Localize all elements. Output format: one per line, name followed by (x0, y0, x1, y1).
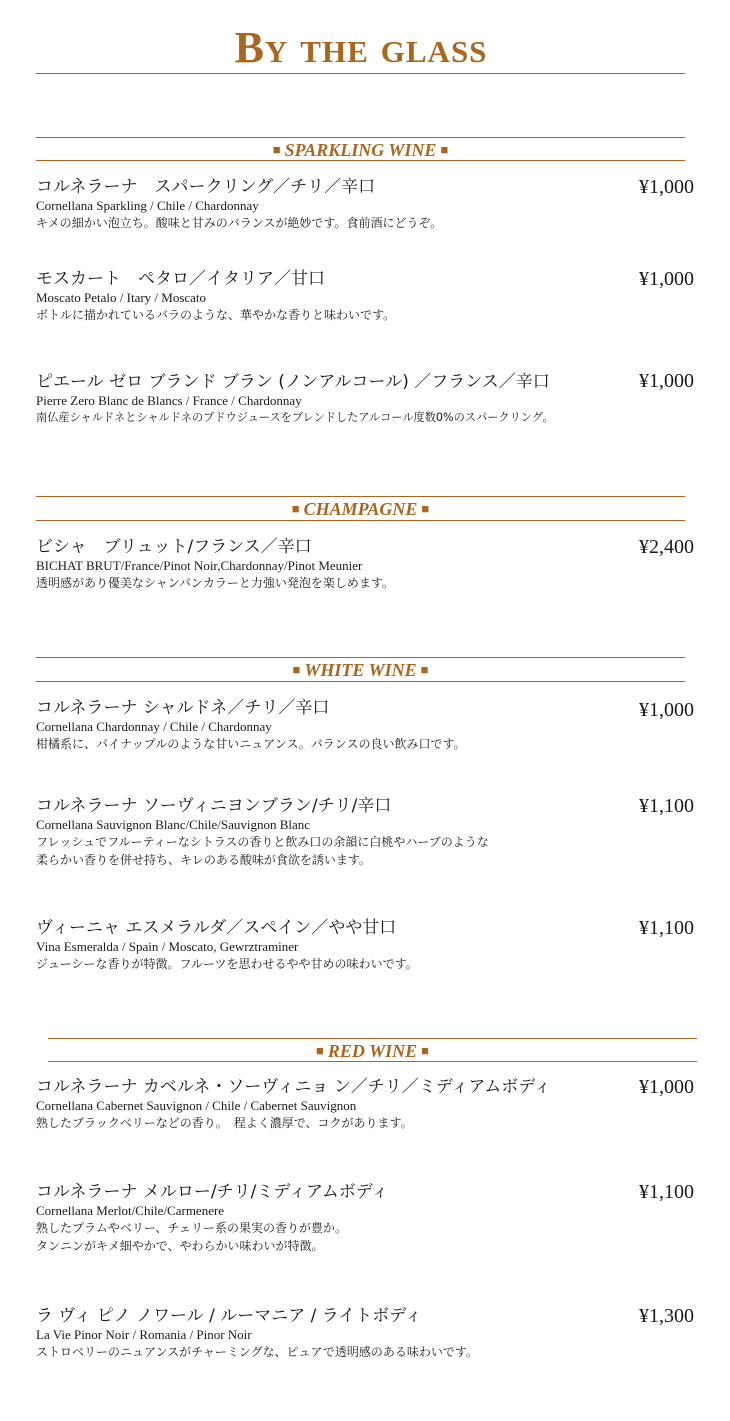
wine-name: コルネラーナ スパークリング／チリ／辛口 (36, 177, 376, 197)
menu-item (36, 268, 696, 324)
price: ¥2,400 (639, 536, 694, 558)
wine-name: ラ ヴィ ピノ ノワール / ルーマニア / ライトボディ (36, 1306, 422, 1326)
wine-details: Cornellana Sauvignon Blanc/Chile/Sauvignon Blanc (36, 817, 311, 832)
section-title: WHITE WINE (304, 660, 417, 680)
price: ¥1,300 (639, 1305, 694, 1327)
wine-description: ジューシーな香りが特徴。フルーツを思わせるやや甘めの味わいです。 (36, 957, 418, 971)
menu-item (36, 536, 696, 592)
square-bullet-icon: ■ (421, 501, 430, 516)
wine-description: キメの細かい泡立ち。酸味と甘みのバランスが絶妙です。食前酒にどうぞ。 (36, 216, 443, 230)
menu-item (36, 1181, 696, 1255)
price: ¥1,000 (639, 370, 694, 392)
section-rule-bottom (36, 160, 685, 161)
section-rule-bottom (36, 681, 685, 682)
menu-item (36, 697, 696, 753)
section-title: SPARKLING WINE (284, 140, 437, 160)
menu-item (36, 795, 696, 869)
wine-name: コルネラーナ メルロー/チリ/ミディアムボディ (36, 1182, 389, 1202)
square-bullet-icon: ■ (420, 662, 429, 677)
wine-description: ボトルに描かれているバラのような、華やかな香りと味わいです。 (36, 308, 396, 322)
wine-name: ビシャ ブリュット/フランス／辛口 (36, 537, 312, 557)
square-bullet-icon: ■ (272, 142, 281, 157)
price: ¥1,000 (639, 1076, 694, 1098)
wine-details: Cornellana Cabernet Sauvignon / Chile / Cabernet Sauvignon (36, 1098, 357, 1113)
wine-description-line-2: 柔らかい香りを併せ持ち、キレのある酸味が食欲を誘います。 (36, 853, 371, 867)
wine-description: 熟したブラックベリーなどの香り。 程よく濃厚で、コクがあります。 (36, 1116, 413, 1130)
wine-details: Pierre Zero Blanc de Blancs / France / Chardonnay (36, 393, 302, 408)
section-rule-top (48, 1038, 697, 1039)
menu-item (36, 371, 696, 427)
wine-description: 熟したプラムやベリー、チェリー系の果実の香りが豊か。 (36, 1221, 348, 1235)
section-title: CHAMPAGNE (303, 499, 418, 519)
wine-name: コルネラーナ カベルネ・ソーヴィニョ ン／チリ／ミディアムボディ (36, 1077, 551, 1097)
wine-details: BICHAT BRUT/France/Pinot Noir,Chardonnay/Pinot Meunier (36, 558, 363, 573)
menu-item (36, 1076, 696, 1132)
title-divider (36, 73, 685, 74)
price: ¥1,000 (639, 268, 694, 290)
wine-description-line-2: タンニンがキメ細やかで、やわらかい味わいが特徴。 (36, 1239, 324, 1253)
price: ¥1,100 (639, 1181, 694, 1203)
wine-name: モスカート ペタロ／イタリア／甘口 (36, 269, 325, 289)
price: ¥1,000 (639, 699, 694, 721)
wine-details: Vina Esmeralda / Spain / Moscato, Gewrztraminer (36, 939, 299, 954)
section-rule-top (36, 137, 685, 138)
wine-name: コルネラーナ ソーヴィニヨンブラン/チリ/辛口 (36, 796, 392, 816)
wine-name: ヴィーニャ エスメラルダ／スペイン／やや甘口 (36, 918, 397, 938)
menu-item (36, 176, 696, 232)
section-rule-bottom (36, 520, 685, 521)
square-bullet-icon: ■ (316, 1043, 324, 1058)
section-title: RED WINE (327, 1041, 418, 1061)
wine-details: Cornellana Sparkling / Chile / Chardonnay (36, 198, 259, 213)
square-bullet-icon: ■ (440, 142, 449, 157)
wine-details: Cornellana Chardonnay / Chile / Chardonnay (36, 719, 272, 734)
section-header-sparkling (36, 139, 685, 161)
section-rule-bottom (48, 1061, 697, 1062)
wine-description: 透明感があり優美なシャンパンカラーと力強い発泡を楽しめます。 (36, 576, 394, 590)
section-rule-top (36, 657, 685, 658)
wine-details: Cornellana Merlot/Chile/Carmenere (36, 1203, 225, 1218)
wine-details: La Vie Pinor Noir / Romania / Pinor Noir (36, 1327, 252, 1342)
section-rule-top (36, 496, 685, 497)
wine-description: 南仏産シャルドネとシャルドネのブドウジュースをブレンドしたアルコール度数0%のスパークリング。 (36, 411, 554, 424)
square-bullet-icon: ■ (291, 501, 300, 516)
section-header-red-wine (48, 1040, 697, 1062)
wine-description: ストロベリーのニュアンスがチャーミングな、ピュアで透明感のある味わいです。 (36, 1345, 478, 1359)
wine-description: 柑橘系に、パイナップルのような甘いニュアンス。バランスの良い飲み口です。 (36, 737, 466, 751)
page-title: By the glass (234, 23, 488, 72)
wine-name: コルネラーナ シャルドネ／チリ／辛口 (36, 698, 330, 718)
wine-name: ピエール ゼロ ブランド ブラン (ノンアルコール) ／フランス／辛口 (36, 372, 550, 392)
menu-item (36, 1305, 696, 1361)
price: ¥1,100 (639, 795, 694, 817)
section-header-champagne (36, 498, 685, 520)
square-bullet-icon: ■ (292, 662, 301, 677)
section-header-white-wine (36, 659, 685, 681)
square-bullet-icon: ■ (421, 1043, 429, 1058)
wine-description: フレッシュでフルーティーなシトラスの香りと飲み口の余韻に白桃やハーブのような (36, 835, 489, 849)
price: ¥1,000 (639, 176, 694, 198)
menu-item (36, 917, 696, 973)
price: ¥1,100 (639, 917, 694, 939)
wine-details: Moscato Petalo / Itary / Moscato (36, 290, 207, 305)
